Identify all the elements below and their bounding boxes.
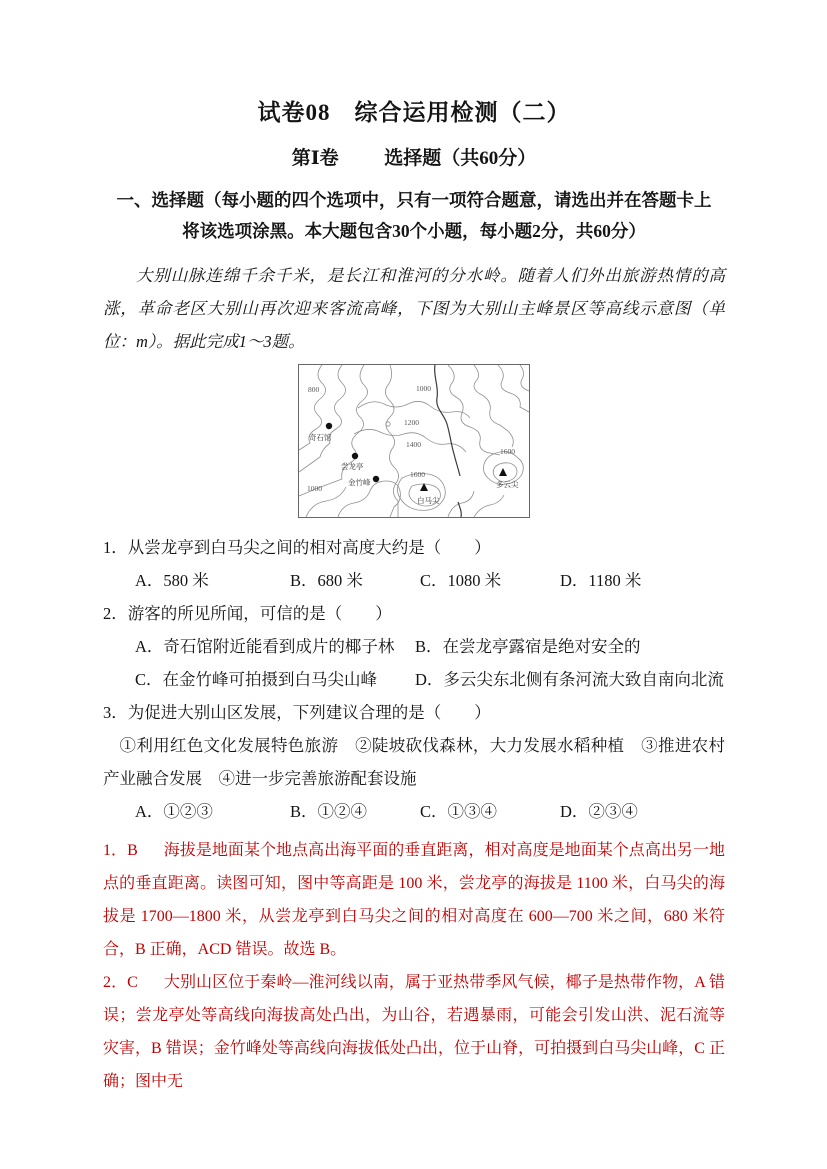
site-label-jinzhufeng: 金竹峰 [348, 478, 371, 487]
question-3 [103, 696, 725, 828]
option-1b: B．680 米 [290, 571, 363, 590]
question-3-stem: 3．为促进大别山区发展，下列建议合理的是（ ） [103, 703, 491, 722]
option-3b: B．①②④ [290, 802, 368, 821]
answer-2-text: 大别山区位于秦岭—淮河线以南，属于亚热带季风气候，椰子是热带作物，A 错误；尝龙亭处等高线向海拔高处凸出，为山谷，若遇暴雨，可能会引发山洪、泥石流等灾害，B 错误；金竹峰处等高线向海拔低处凸出，位于山脊，可拍摄到白马尖山峰，C 正确；图中无 [103, 974, 725, 1090]
contour-label-1600-bottom: 1600 [410, 470, 425, 479]
site-dot-jinzhufeng [373, 476, 379, 482]
answer-2-label: 2．C [103, 974, 138, 991]
contour-label-1600-right: 1600 [500, 447, 515, 456]
contour-label-1000-bottom: 1000 [307, 484, 322, 493]
contour-map-figure [103, 364, 725, 523]
site-label-qishiguan: 奇石馆 [309, 433, 332, 442]
option-2a: A．奇石馆附近能看到成片的椰子林 [135, 637, 395, 656]
question-2 [103, 597, 725, 696]
option-2b: B．在尝龙亭露宿是绝对安全的 [415, 637, 641, 656]
option-3a: A．①②③ [135, 802, 213, 821]
option-1c: C．1080 米 [420, 571, 502, 590]
peak-label-duoyunjian: 多云尖 [496, 480, 519, 489]
answer-2 [103, 966, 725, 1098]
section-heading-line2: 将该选项涂黑。本大题包含30个小题，每小题2分，共60分） [182, 221, 646, 241]
contour-label-800: 800 [308, 385, 320, 394]
option-2d: D．多云尖东北侧有条河流大致自南向北流 [415, 670, 724, 689]
answer-1-label: 1．B [103, 842, 138, 859]
intro-paragraph: 大别山脉连绵千余千米，是长江和淮河的分水岭。随着人们外出旅游热情的高涨，革命老区大别山再次迎来客流高峰，下图为大别山主峰景区等高线示意图（单位：m）。据此完成1～3题。 [103, 266, 725, 351]
question-1 [103, 531, 725, 597]
question-3-options [103, 795, 725, 828]
section-heading [103, 185, 725, 247]
option-3d: D．②③④ [560, 802, 638, 821]
question-2-options-row1 [103, 630, 725, 663]
section-heading-line1: 一、选择题（每小题的四个选项中，只有一项符合题意，请选出并在答题卡上 [116, 190, 712, 210]
contour-label-1400: 1400 [406, 440, 421, 449]
question-1-stem: 1．从尝龙亭到白马尖之间的相对高度大约是（ ） [103, 538, 491, 557]
site-dot-changlongting [352, 453, 358, 459]
question-3-statements: ①利用红色文化发展特色旅游 ②陡坡砍伐森林，大力发展水稻种植 ③推进农村产业融合发展 ④进一步完善旅游配套设施 [103, 736, 725, 788]
part-title: 选择题（共60分） [384, 148, 537, 169]
option-1a: A．580 米 [135, 571, 209, 590]
page-title: 试卷08 综合运用检测（二） [257, 100, 571, 125]
contour-label-1200: 1200 [404, 418, 419, 427]
question-3-number: 3． [103, 703, 128, 722]
site-dot-qishiguan [326, 423, 332, 429]
part-header [103, 143, 725, 170]
question-2-stem: 2．游客的所见所闻，可信的是（ ） [103, 604, 392, 623]
part-label: 第Ⅰ卷 [291, 148, 339, 169]
contour-map-svg [298, 364, 530, 518]
option-2c: C．在金竹峰可拍摄到白马尖山峰 [135, 670, 378, 689]
question-1-number: 1． [103, 538, 128, 557]
answer-1 [103, 834, 725, 966]
option-1d: D．1180 米 [560, 571, 642, 590]
option-3c: C．①③④ [420, 802, 498, 821]
question-2-number: 2． [103, 604, 128, 623]
answer-explanations [103, 834, 725, 1098]
answer-1-text: 海拔是地面某个地点高出海平面的垂直距离，相对高度是地面某个点高出另一地点的垂直距离。读图可知，图中等高距是 100 米，尝龙亭的海拔是 1100 米，白马尖的海拔是 1700—1800 米，从尝龙亭到白马尖之间的相对高度在 600—700 米之间，680 米符合，B 正确，ACD 错误。故选 B。 [103, 842, 725, 958]
contour-label-1000-top: 1000 [416, 384, 431, 393]
question-1-options [103, 564, 725, 597]
peak-label-baimajian: 白马尖 [417, 496, 440, 505]
question-2-options-row2 [103, 663, 725, 696]
site-label-changlongting: 尝龙亭 [341, 462, 364, 471]
